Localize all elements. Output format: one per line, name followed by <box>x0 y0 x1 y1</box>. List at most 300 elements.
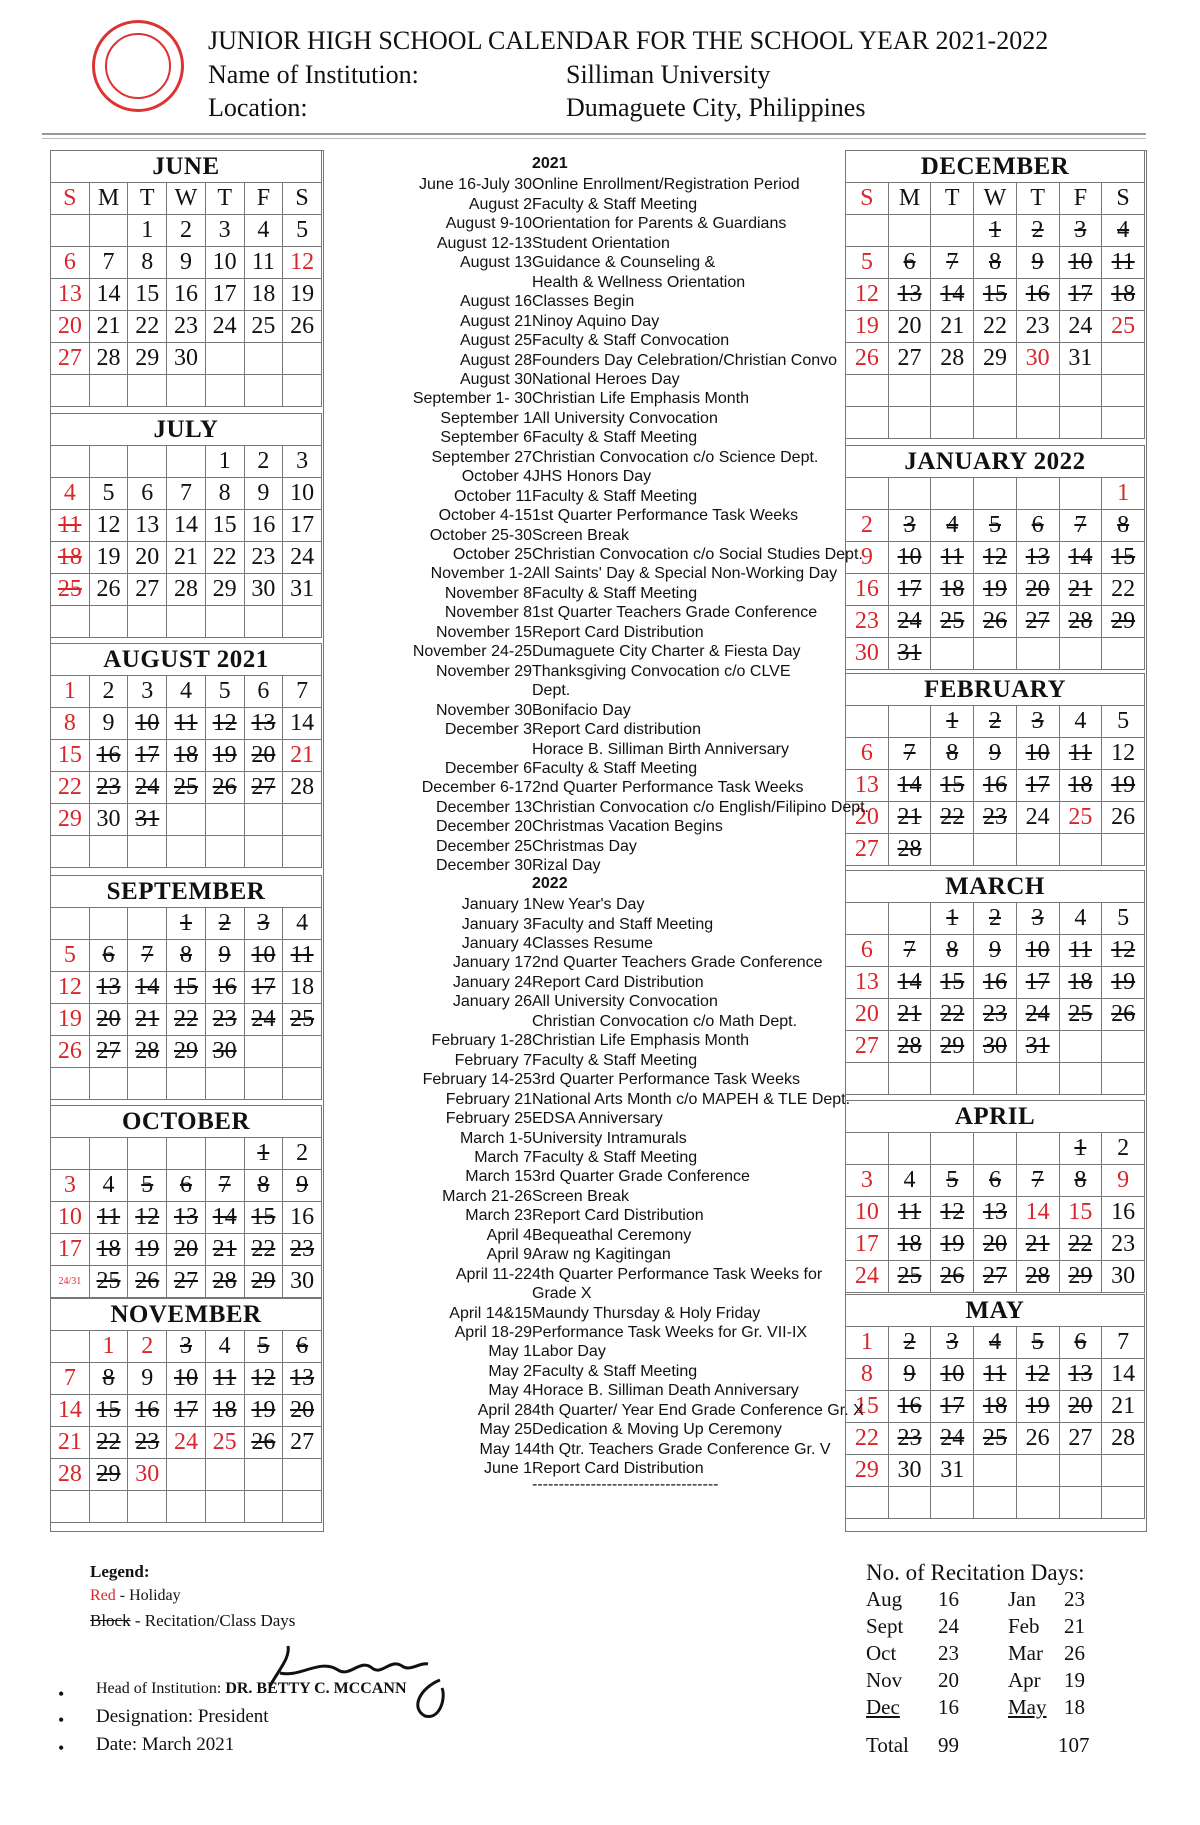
day-cell: 6 <box>244 676 283 708</box>
event-name: 1st Quarter Performance Task Weeks <box>532 507 799 525</box>
day-cell: 14 <box>888 770 931 802</box>
weekday-header: S <box>51 183 90 215</box>
day-cell: 14 <box>167 510 206 542</box>
day-cell: 29 <box>205 574 244 606</box>
day-cell: 6 <box>846 935 889 967</box>
day-cell: 3 <box>931 1327 974 1359</box>
day-cell: 27 <box>846 1031 889 1063</box>
empty-cell <box>846 1487 889 1519</box>
day-cell: 12 <box>1016 1359 1059 1391</box>
institution-value: Silliman University <box>566 60 771 89</box>
day-cell: 27 <box>846 834 889 866</box>
day-cell: 23 <box>1016 311 1059 343</box>
day-cell: 9 <box>974 935 1017 967</box>
day-cell: 20 <box>167 1234 206 1266</box>
day-cell: 8 <box>244 1170 283 1202</box>
day-cell: 25 <box>51 574 90 606</box>
event-date: February 21 <box>445 1090 532 1108</box>
empty-cell <box>283 1068 322 1100</box>
day-cell: 16 <box>846 574 889 606</box>
day-cell: 5 <box>1102 903 1145 935</box>
empty-cell <box>1016 478 1059 510</box>
bullet-icon: • <box>58 1710 65 1730</box>
day-cell: 26 <box>205 772 244 804</box>
event-date: April 14&15 <box>449 1304 532 1322</box>
day-cell: 16 <box>128 1395 167 1427</box>
day-cell: 29 <box>167 1036 206 1068</box>
empty-cell <box>1102 1455 1145 1487</box>
empty-cell <box>1059 834 1102 866</box>
event-name: Performance Task Weeks for Gr. VII-IX <box>532 1324 808 1341</box>
event-name: Online Enrollment/Registration Period <box>532 176 800 194</box>
event-date: February 25 <box>445 1110 532 1128</box>
day-cell: 26 <box>974 606 1017 638</box>
event-name: Araw ng Kagitingan <box>532 1246 671 1264</box>
day-cell: 29 <box>51 804 90 836</box>
day-cell: 14 <box>1016 1197 1059 1229</box>
day-cell: 17 <box>128 740 167 772</box>
day-cell: 30 <box>1102 1261 1145 1293</box>
event-row <box>355 855 895 877</box>
day-cell: 19 <box>205 740 244 772</box>
empty-cell <box>167 836 206 868</box>
event-name: Bequeathal Ceremony <box>532 1226 692 1244</box>
day-cell: 22 <box>51 772 90 804</box>
empty-cell <box>205 343 244 375</box>
event-name: 3rd Quarter Grade Conference <box>532 1168 750 1186</box>
recitation-v2: 19 <box>1064 1668 1085 1692</box>
day-cell: 8 <box>846 1359 889 1391</box>
event-date: October 4 <box>461 468 532 486</box>
day-cell: 6 <box>1016 510 1059 542</box>
day-cell: 30 <box>89 804 128 836</box>
empty-cell <box>205 836 244 868</box>
day-cell: 17 <box>51 1234 90 1266</box>
empty-cell <box>931 375 974 407</box>
day-cell: 29 <box>931 1031 974 1063</box>
day-cell: 15 <box>1059 1197 1102 1229</box>
day-cell: 10 <box>1059 247 1102 279</box>
event-name: Christian Convocation c/o English/Filipino Dept. <box>532 798 870 816</box>
event-name: 2nd Quarter Performance Task Weeks <box>532 779 804 797</box>
empty-cell <box>283 804 322 836</box>
day-cell: 25 <box>167 772 206 804</box>
empty-cell <box>244 343 283 375</box>
day-cell: 12 <box>128 1202 167 1234</box>
day-cell: 27 <box>128 574 167 606</box>
event-date: September 6 <box>440 429 532 447</box>
day-cell: 1 <box>1059 1133 1102 1165</box>
day-cell: 21 <box>167 542 206 574</box>
day-cell: 4 <box>51 478 90 510</box>
location-label: Location: <box>208 93 308 122</box>
day-cell: 2 <box>1102 1133 1145 1165</box>
event-date: December 20 <box>435 818 532 836</box>
event-name: Christmas Day <box>532 837 637 855</box>
event-name: Horace B. Silliman Birth Anniversary <box>532 740 789 758</box>
event-name: 4th Quarter/ Year End Grade Conference Gr. X <box>532 1401 864 1419</box>
day-cell: 26 <box>244 1427 283 1459</box>
event-date: December 13 <box>435 798 532 816</box>
day-cell: 28 <box>283 772 322 804</box>
day-cell: 11 <box>888 1197 931 1229</box>
empty-cell <box>167 804 206 836</box>
day-cell: 8 <box>128 247 167 279</box>
legend-block-desc: - Recitation/Class Days <box>134 1611 296 1630</box>
month-title: JUNE <box>51 151 322 183</box>
day-cell: 22 <box>846 1423 889 1455</box>
empty-cell <box>1059 478 1102 510</box>
event-name: Faculty & Staff Meeting <box>532 1148 698 1166</box>
day-cell: 28 <box>1016 1261 1059 1293</box>
day-cell: 26 <box>51 1036 90 1068</box>
event-date: November 8 <box>444 604 532 622</box>
day-cell: 21 <box>89 311 128 343</box>
day-cell: 16 <box>888 1391 931 1423</box>
institution-label: Name of Institution: <box>208 60 419 89</box>
empty-cell <box>974 1487 1017 1519</box>
event-name: National Heroes Day <box>532 370 680 388</box>
empty-cell <box>1016 375 1059 407</box>
event-name: Report Card distribution <box>532 721 701 739</box>
day-cell: 13 <box>846 967 889 999</box>
event-name: Faculty & Staff Meeting <box>532 429 698 447</box>
event-date: March 23 <box>465 1207 532 1225</box>
empty-cell <box>205 1491 244 1523</box>
day-cell: 10 <box>846 1197 889 1229</box>
legend-block-word: Block <box>90 1611 131 1630</box>
day-cell: 4 <box>205 1331 244 1363</box>
event-date: October 11 <box>454 487 532 505</box>
event-date: August 30 <box>459 370 532 388</box>
day-cell: 30 <box>846 638 889 670</box>
day-cell: 24 <box>167 1427 206 1459</box>
empty-cell <box>51 908 90 940</box>
day-cell: 11 <box>89 1202 128 1234</box>
event-name: Labor Day <box>532 1343 606 1361</box>
day-cell: 7 <box>205 1170 244 1202</box>
day-cell: 8 <box>931 738 974 770</box>
day-cell: 13 <box>89 972 128 1004</box>
day-cell: 15 <box>974 279 1017 311</box>
weekday-header: T <box>205 183 244 215</box>
day-cell: 3 <box>51 1170 90 1202</box>
date: Date: March 2021 <box>96 1734 235 1755</box>
day-cell: 28 <box>888 1031 931 1063</box>
day-cell: 18 <box>167 740 206 772</box>
event-date: March 1-5 <box>459 1129 532 1147</box>
empty-cell <box>888 1487 931 1519</box>
weekday-header: F <box>1059 183 1102 215</box>
day-cell: 6 <box>128 478 167 510</box>
day-cell: 28 <box>931 343 974 375</box>
event-date: August 28 <box>459 351 532 369</box>
event-date: May 14 <box>479 1440 532 1458</box>
day-cell: 24/31 <box>51 1266 90 1298</box>
recitation-v1: 24 <box>938 1614 959 1638</box>
recitation-v2: 18 <box>1064 1695 1085 1719</box>
day-cell: 14 <box>205 1202 244 1234</box>
day-cell: 15 <box>205 510 244 542</box>
empty-cell <box>205 1138 244 1170</box>
day-cell: 16 <box>1102 1197 1145 1229</box>
day-cell: 13 <box>846 770 889 802</box>
day-cell: 13 <box>283 1363 322 1395</box>
events-year: 2022 <box>532 874 568 892</box>
event-date: March 15 <box>465 1168 532 1186</box>
day-cell: 21 <box>1059 574 1102 606</box>
event-date: June 16-July 30 <box>419 176 532 194</box>
day-cell: 20 <box>1059 1391 1102 1423</box>
day-cell: 21 <box>51 1427 90 1459</box>
day-cell: 7 <box>1102 1327 1145 1359</box>
day-cell: 14 <box>283 708 322 740</box>
event-name: Bonifacio Day <box>532 701 631 719</box>
day-cell: 16 <box>167 279 206 311</box>
day-cell: 21 <box>205 1234 244 1266</box>
day-cell: 31 <box>931 1455 974 1487</box>
day-cell: 10 <box>244 940 283 972</box>
event-date: January 1 <box>461 896 532 914</box>
event-date: December 30 <box>435 857 532 875</box>
empty-cell <box>931 478 974 510</box>
event-date: June 1 <box>483 1460 532 1478</box>
empty-cell <box>128 446 167 478</box>
empty-cell <box>89 606 128 638</box>
day-cell: 4 <box>1059 706 1102 738</box>
event-date: January 3 <box>461 915 532 933</box>
day-cell: 4 <box>89 1170 128 1202</box>
event-date: May 2 <box>488 1362 532 1380</box>
day-cell: 23 <box>128 1427 167 1459</box>
head-label: Head of Institution: <box>96 1680 222 1697</box>
event-name: Guidance & Counseling & <box>532 254 716 272</box>
empty-cell <box>974 1455 1017 1487</box>
event-date: April 28 <box>477 1401 532 1419</box>
month-title: FEBRUARY <box>846 674 1145 706</box>
weekday-header: T <box>931 183 974 215</box>
day-cell: 28 <box>51 1459 90 1491</box>
day-cell: 2 <box>283 1138 322 1170</box>
day-cell: 14 <box>128 972 167 1004</box>
day-cell: 2 <box>205 908 244 940</box>
day-cell: 30 <box>167 343 206 375</box>
event-date: November 29 <box>435 662 532 680</box>
recitation-total-label: Total <box>866 1733 909 1757</box>
day-cell: 22 <box>205 542 244 574</box>
day-cell: 7 <box>167 478 206 510</box>
empty-cell <box>89 908 128 940</box>
day-cell: 13 <box>167 1202 206 1234</box>
day-cell: 8 <box>205 478 244 510</box>
empty-cell <box>51 1491 90 1523</box>
day-cell: 7 <box>888 935 931 967</box>
day-cell: 27 <box>1059 1423 1102 1455</box>
empty-cell <box>974 407 1017 439</box>
head-of-institution <box>96 1680 407 1698</box>
day-cell: 15 <box>89 1395 128 1427</box>
event-name: University Intramurals <box>532 1129 687 1147</box>
day-cell: 18 <box>888 1229 931 1261</box>
day-cell: 20 <box>244 740 283 772</box>
event-date: December 6 <box>444 759 532 777</box>
day-cell: 28 <box>128 1036 167 1068</box>
event-name: Dept. <box>532 682 571 700</box>
day-cell: 3 <box>888 510 931 542</box>
day-cell: 25 <box>283 1004 322 1036</box>
day-cell: 12 <box>1102 738 1145 770</box>
day-cell: 25 <box>89 1266 128 1298</box>
day-cell: 5 <box>931 1165 974 1197</box>
empty-cell <box>51 446 90 478</box>
day-cell: 6 <box>283 1331 322 1363</box>
empty-cell <box>205 1068 244 1100</box>
day-cell: 19 <box>89 542 128 574</box>
empty-cell <box>283 836 322 868</box>
day-cell: 21 <box>931 311 974 343</box>
day-cell: 10 <box>128 708 167 740</box>
day-cell: 1 <box>128 215 167 247</box>
day-cell: 15 <box>244 1202 283 1234</box>
day-cell: 5 <box>283 215 322 247</box>
day-cell: 27 <box>244 772 283 804</box>
day-cell: 29 <box>1102 606 1145 638</box>
day-cell: 22 <box>128 311 167 343</box>
recitation-m2: Apr <box>1008 1668 1041 1692</box>
empty-cell <box>1059 1455 1102 1487</box>
recitation-m1: Oct <box>866 1641 897 1665</box>
day-cell: 24 <box>888 606 931 638</box>
day-cell: 23 <box>244 542 283 574</box>
empty-cell <box>974 834 1017 866</box>
empty-cell <box>244 375 283 407</box>
empty-cell <box>167 375 206 407</box>
day-cell: 7 <box>888 738 931 770</box>
university-seal <box>92 20 184 112</box>
day-cell: 22 <box>1059 1229 1102 1261</box>
day-cell: 8 <box>1059 1165 1102 1197</box>
day-cell: 5 <box>128 1170 167 1202</box>
event-name: Christian Convocation c/o Science Dept. <box>532 448 819 466</box>
empty-cell <box>244 804 283 836</box>
day-cell: 12 <box>51 972 90 1004</box>
day-cell: 24 <box>931 1423 974 1455</box>
day-cell: 26 <box>1102 999 1145 1031</box>
day-cell: 11 <box>1059 935 1102 967</box>
day-cell: 1 <box>931 706 974 738</box>
recitation-title: No. of Recitation Days: <box>866 1560 1085 1585</box>
empty-cell <box>1102 638 1145 670</box>
empty-cell <box>931 1063 974 1095</box>
event-name: Faculty & Staff Meeting <box>532 759 698 777</box>
day-cell: 31 <box>283 574 322 606</box>
day-cell: 16 <box>89 740 128 772</box>
empty-cell <box>1102 834 1145 866</box>
day-cell: 31 <box>888 638 931 670</box>
empty-cell <box>1102 1063 1145 1095</box>
event-date: February 7 <box>454 1051 532 1069</box>
day-cell: 3 <box>244 908 283 940</box>
day-cell: 29 <box>89 1459 128 1491</box>
event-name: Classes Begin <box>532 293 635 311</box>
event-date: May 25 <box>479 1421 532 1439</box>
day-cell: 4 <box>974 1327 1017 1359</box>
day-cell: 4 <box>1059 903 1102 935</box>
empty-cell <box>89 1138 128 1170</box>
day-cell: 27 <box>888 343 931 375</box>
month-title: OCTOBER <box>51 1106 322 1138</box>
empty-cell <box>974 478 1017 510</box>
day-cell: 23 <box>888 1423 931 1455</box>
day-cell: 5 <box>244 1331 283 1363</box>
day-cell: 23 <box>846 606 889 638</box>
event-date: February 14-25 <box>422 1071 532 1089</box>
day-cell: 15 <box>1102 542 1145 574</box>
event-date: March 7 <box>474 1148 532 1166</box>
day-cell: 9 <box>283 1170 322 1202</box>
day-cell: 6 <box>888 247 931 279</box>
month-title: NOVEMBER <box>51 1299 322 1331</box>
empty-cell <box>167 1459 206 1491</box>
designation: Designation: President <box>96 1706 269 1727</box>
empty-cell <box>89 375 128 407</box>
weekday-header: S <box>846 183 889 215</box>
empty-cell <box>167 446 206 478</box>
month-title: APRIL <box>846 1101 1145 1133</box>
empty-cell <box>128 1068 167 1100</box>
empty-cell <box>205 1459 244 1491</box>
day-cell: 1 <box>51 676 90 708</box>
day-cell: 1 <box>846 1327 889 1359</box>
day-cell: 1 <box>89 1331 128 1363</box>
day-cell: 20 <box>888 311 931 343</box>
day-cell: 20 <box>846 999 889 1031</box>
day-cell: 12 <box>89 510 128 542</box>
day-cell: 2 <box>167 215 206 247</box>
day-cell: 23 <box>974 999 1017 1031</box>
empty-cell <box>1016 1455 1059 1487</box>
day-cell: 5 <box>846 247 889 279</box>
day-cell: 4 <box>1102 215 1145 247</box>
event-date: August 25 <box>459 332 532 350</box>
day-cell: 28 <box>167 574 206 606</box>
day-cell: 11 <box>283 940 322 972</box>
day-cell: 1 <box>931 903 974 935</box>
day-cell: 10 <box>1016 738 1059 770</box>
event-date: October 4-15 <box>438 507 532 525</box>
event-name: 3rd Quarter Performance Task Weeks <box>532 1071 800 1089</box>
event-date: March 21-26 <box>442 1187 532 1205</box>
calendar-september <box>50 875 322 1100</box>
day-cell: 3 <box>1016 706 1059 738</box>
calendar-november <box>50 1298 322 1523</box>
event-name: Dumaguete City Charter & Fiesta Day <box>532 643 801 661</box>
day-cell: 13 <box>51 279 90 311</box>
day-cell: 3 <box>167 1331 206 1363</box>
empty-cell <box>51 606 90 638</box>
day-cell: 3 <box>128 676 167 708</box>
day-cell: 14 <box>931 279 974 311</box>
day-cell: 10 <box>283 478 322 510</box>
legend-red <box>90 1587 181 1605</box>
recitation-m1: Dec <box>866 1695 900 1719</box>
day-cell: 27 <box>167 1266 206 1298</box>
empty-cell <box>128 908 167 940</box>
event-date: April 18-29 <box>454 1324 532 1341</box>
day-cell: 14 <box>89 279 128 311</box>
day-cell: 12 <box>205 708 244 740</box>
empty-cell <box>244 1036 283 1068</box>
